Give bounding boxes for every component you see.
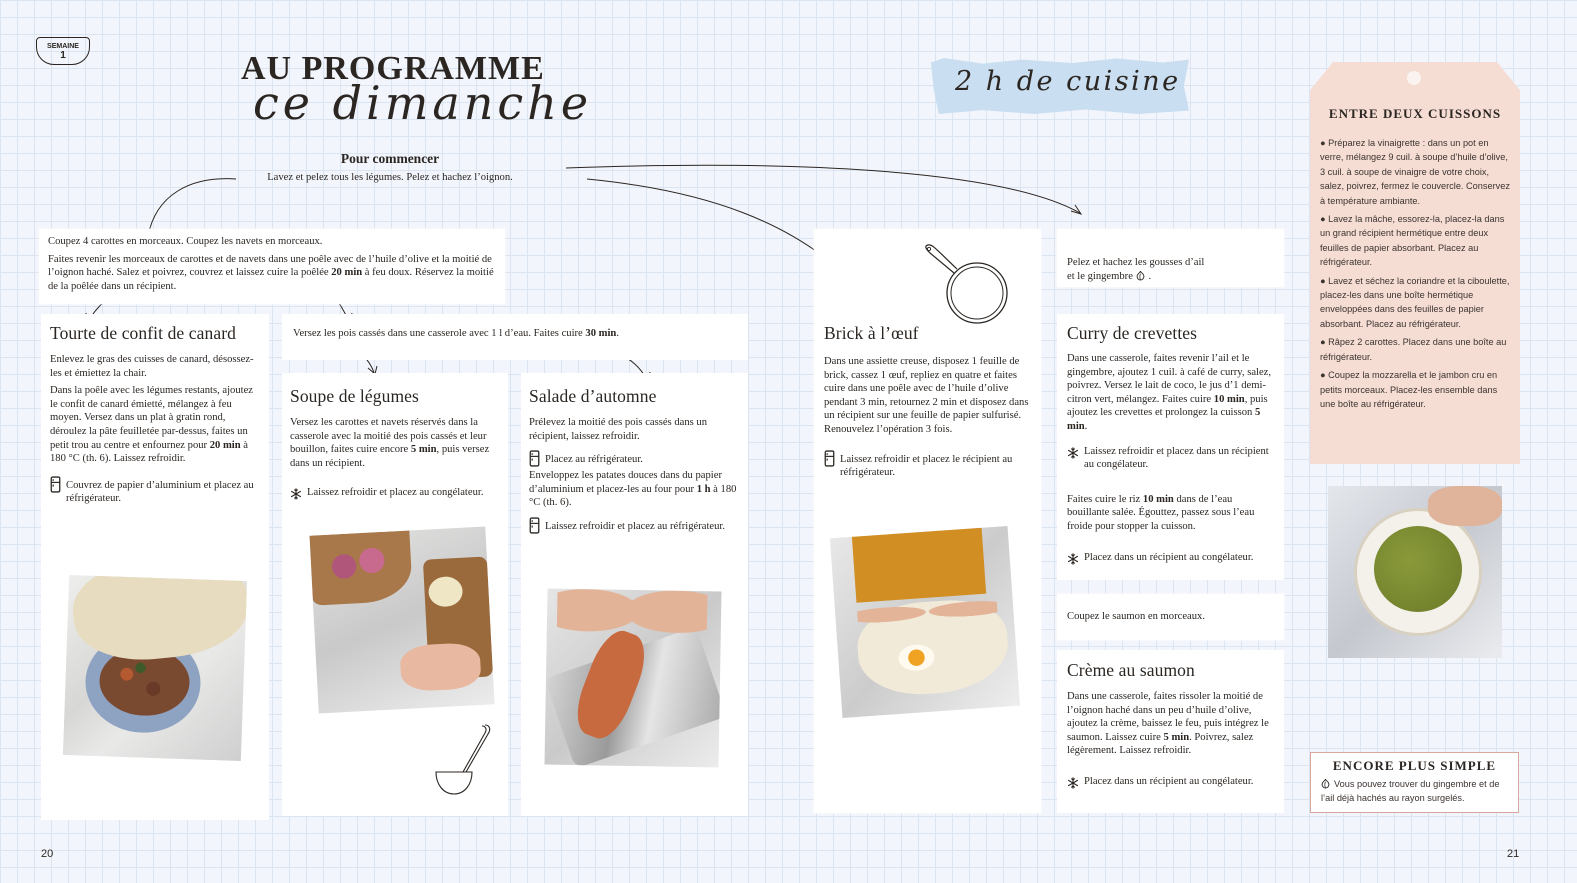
page-number-left: 20	[41, 848, 54, 860]
turnips	[322, 541, 394, 590]
week-badge-number: 1	[60, 50, 66, 61]
soupe-photo	[309, 527, 494, 714]
fridge-icon	[824, 450, 835, 467]
snowflake-icon	[1067, 777, 1079, 789]
tourte-photo	[63, 575, 247, 761]
sidebar-list	[1320, 136, 1512, 415]
salade-photo	[544, 588, 721, 767]
snowflake-icon	[290, 488, 302, 500]
peas-step: Versez les pois cassés dans une casserole avec 1 l d’eau. Faites cuire 30 min.	[293, 328, 619, 339]
saumon-prep-card	[1057, 594, 1284, 640]
riz-freezer-note: Placez dans un récipient au congélateur.	[1067, 551, 1274, 565]
brick-photo	[830, 526, 1020, 718]
soupe-step-1: Versez les carottes et navets réservés dans la casserole avec la moitié des pois cassés et leur bouillon, faites cuire encore 5 min, puis versez dans un récipient.	[290, 417, 490, 469]
salade-step-1: Prélevez la moitié des pois cassés dans un récipient, laissez refroidir.	[529, 417, 707, 442]
salade-step-3: Enveloppez les patates douces dans du papier d’aluminium et placez-les au four pour 1 h à 180 °C (th. 6).	[529, 470, 737, 509]
brick-step-1: Dans une assiette creuse, disposez 1 feuille de brick, cassez 1 œuf, repliez en quatre et faites cuire dans une poêle avec de l’huile d’olive pendant 3 min, retournez 2 min et disposez dans un récipient sur une feuille de papier sulfurisé. Renouvelez l’opération 3 fois.	[824, 356, 1029, 435]
tip-text: Vous pouvez trouver du gingembre et de l’ail déjà hachés au rayon surgelés.	[1321, 779, 1500, 803]
curry-title: Curry de crevettes	[1067, 323, 1198, 343]
ladle-icon	[430, 722, 494, 798]
soupe-title: Soupe de légumes	[290, 386, 419, 406]
hand	[1428, 486, 1502, 526]
green-peas	[1374, 526, 1462, 612]
tourte-fridge-note: Couvrez de papier d’aluminium et placez au réfrigérateur.	[50, 476, 260, 506]
page-subtitle: ce dimanche	[253, 76, 593, 130]
peas-card	[282, 314, 748, 360]
tourte-step-1: Enlevez le gras des cuisses de canard, désossez-les et émiettez la chair.	[50, 354, 254, 379]
tourte-title: Tourte de confit de canard	[50, 323, 237, 343]
ail-card	[1057, 229, 1284, 287]
curry-freezer-note: Laissez refroidir et placez dans un récipient au congélateur.	[1067, 445, 1274, 472]
garlic-icon	[1321, 778, 1330, 789]
saumon-freezer-note: Placez dans un récipient au congélateur.	[1067, 775, 1274, 789]
sidebar-item: ● Lavez et séchez la coriandre et la ciboulette, placez-les dans une boîte hermétique enveloppées dans des feuilles de papier absorbant. Placez au réfrigérateur.	[1320, 275, 1510, 329]
garlic-icon	[1136, 270, 1145, 281]
salade-fridge-note-1: Placez au réfrigérateur.	[529, 450, 740, 467]
ail-line-1: Pelez et hachez les gousses d’ail	[1067, 257, 1205, 268]
fridge-icon	[50, 476, 61, 493]
saumon-title: Crème au saumon	[1067, 660, 1195, 680]
sidebar-title: ENTRE DEUX CUISSONS	[1328, 106, 1502, 121]
page-title: AU PROGRAMME	[241, 50, 545, 87]
riz-step: Faites cuire le riz 10 min dans de l’eau bouillante salée. Égouttez, passez sous l’eau froide pour stopper la cuisson.	[1067, 493, 1255, 532]
intro-title: Pour commencer	[340, 151, 440, 166]
prep-card	[39, 229, 505, 304]
curry-step-1: Dans une casserole, faites revenir l’ail et le gingembre, ajoutez 1 cuil. à café de curry, salez, poivrez. Versez le lait de coco, le jus d’1 demi-citron vert, mélangez. Faites cuire 10 min, puis ajoutez les crevettes et prolongez la cuisson 5 min.	[1067, 353, 1272, 432]
intro-text: Lavez et pelez tous les légumes. Pelez et hachez l’oignon.	[267, 172, 513, 183]
fridge-icon	[529, 450, 540, 467]
salade-title: Salade d’automne	[529, 386, 657, 406]
tip-box	[1310, 752, 1519, 813]
sidebar-item: ● Râpez 2 carottes. Placez dans une boîte au réfrigérateur.	[1320, 337, 1507, 362]
fridge-icon	[529, 517, 540, 534]
saumon-step-1: Dans une casserole, faites rissoler la moitié de l’oignon haché dans un peu d’huile d’olive, ajoutez la crème, baissez le feu, puis intégrez le saumon. Laissez cuire 5 min. Poivrez, salez légèrement. Laissez refroidir.	[1067, 691, 1269, 757]
snowflake-icon	[1067, 553, 1079, 565]
salade-fridge-note-2: Laissez refroidir et placez au réfrigérateur.	[529, 517, 740, 534]
time-label: 2 h de cuisine	[955, 66, 1181, 97]
hands	[556, 589, 707, 662]
tag-hole	[1407, 71, 1421, 85]
colander-photo	[1328, 486, 1502, 658]
week-badge-label: SEMAINE	[47, 43, 79, 50]
soupe-freezer-note: Laissez refroidir et placez au congélateur.	[290, 486, 500, 500]
tourte-step-2: Dans la poêle avec les légumes restants, ajoutez le confit de canard émietté, mélangez à feu moyen. Versez dans un plat à gratin rond, déroulez la pâte feuilletée par-dessus, faites un petit trou au centre et enfournez pour 20 min à 180 °C (th. 6). Laissez refroidir.	[50, 385, 253, 465]
tip-title: ENCORE PLUS SIMPLE	[1332, 758, 1497, 773]
saumon-card	[1057, 650, 1284, 813]
sidebar-item: ● Coupez la mozzarella et le jambon cru en petits morceaux. Placez-les ensemble dans une boîte au réfrigérateur.	[1320, 370, 1498, 409]
prep-step-2: Faites revenir les morceaux de carottes et de navets dans une poêle avec de l’huile d’olive et la moitié de l’oignon haché. Salez et poivrez, couvrez et laissez cuire la poêlée 20 min à feu doux. Réservez la moitié de la poêlée dans un récipient.	[48, 253, 494, 292]
sidebar-item: ● Préparez la vinaigrette : dans un pot en verre, mélangez 9 cuil. à soupe d’huile d’olive, 3 cuil. à soupe de vinaigre de votre choix, salez, poivrez, fermez le couvercle. Conservez à température ambiante.	[1320, 138, 1510, 206]
saumon-prep-step: Coupez le saumon en morceaux.	[1067, 611, 1205, 622]
ail-line-2: et le gingembre .	[1067, 270, 1152, 282]
hand	[399, 642, 481, 692]
brick-title: Brick à l’œuf	[824, 323, 919, 343]
frying-pan-icon	[920, 243, 1012, 329]
prep-step-1: Coupez 4 carottes en morceaux. Coupez les navets en morceaux.	[48, 236, 323, 247]
snowflake-icon	[1067, 447, 1079, 459]
sidebar-item: ● Lavez la mâche, essorez-la, placez-la dans un grand récipient hermétique entre deux feuilles de papier absorbant. Placez au réfrigérateur.	[1320, 214, 1505, 268]
curry-card	[1057, 314, 1284, 580]
brick-fridge-note: Laissez refroidir et placez le récipient au réfrigérateur.	[824, 450, 1032, 480]
page-number-right: 21	[1507, 848, 1520, 860]
